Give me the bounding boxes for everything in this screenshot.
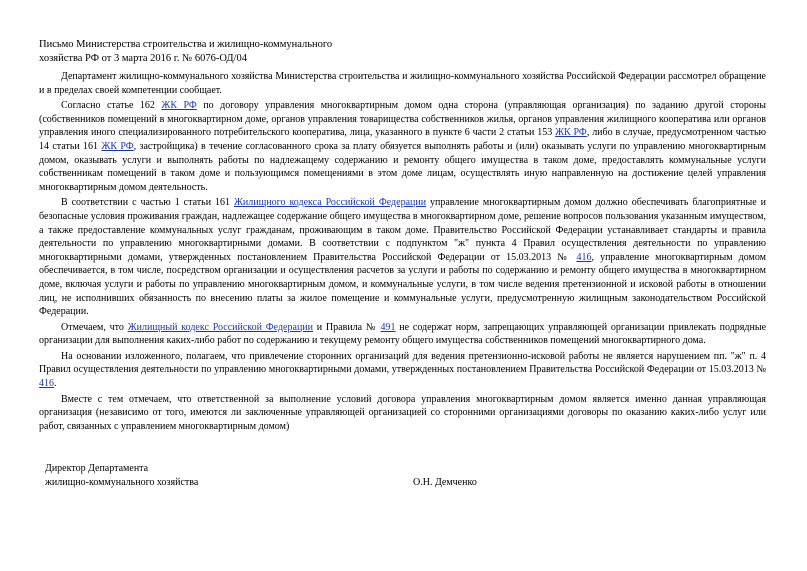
paragraph-6: Вместе с тем отмечаем, что ответственной за выполнение условий договора управления многоквартирным домом является именно данная управляющая организация (независимо от того, имеются ли заключенные управляющей организацией со сторонними организациями договоры по оказанию каких-либо услуг или работ, связанных с управлением многоквартирным домом) <box>39 393 766 432</box>
paragraph-3 <box>39 196 766 318</box>
text-span: не содержат норм, запрещающих управляющей организации привлекать подрядные организации для выполнения каких-либо работ по содержанию и текущему ремонту общего имущества собственников помещений многоквартирного дома. <box>39 321 767 347</box>
text-span: Отмечаем, что <box>61 321 128 333</box>
text-span: На основании изложенного, полагаем, что привлечение сторонних организаций для ведения претензионно-исковой работы не является нарушением пп. "ж" п. 4 Правил осуществления деятельности по управлению многоквартирными домами, утвержденных постановлением Правительства Российской Федерации от 15.03.2013 № <box>39 350 766 376</box>
paragraph-4 <box>39 321 766 348</box>
text-span: , либо в случае, предусмотренном частью 14 статьи 161 <box>39 127 767 152</box>
signature-block <box>45 462 525 490</box>
link-resolution-416-2[interactable]: 416 <box>39 378 54 390</box>
text-span: , застройщика) в течение согласованного срока за плату обязуется выполнять работы и (или) оказывать услуги по управлению многоквартирным домом, оказывать услуги и выполнять работы по надлежащему содержанию и ремонту общего имущества в таком доме, предоставлять коммунальные услуги собственникам помещений в таком доме и пользующимся помещениями в этом доме лицам, осуществлять иную направленную на достижение целей управления многоквартирным домом деятельность. <box>39 140 766 193</box>
text-span: В соответствии с частью 1 статьи 161 <box>61 197 234 209</box>
text-span: , управление многоквартирным домом обеспечивается, в том числе, посредством организации и осуществления расчетов за услуги и работы по содержанию и ремонту общего имущества в многоквартирном доме, включая услуги и работы по управлению многоквартирным домом, и коммунальные услуги, в том числе ведения претензионной и исковой работы в отношении лиц, не исполнивших обязанность по внесению платы за жилое помещение и коммунальные услуги, предусмотренную жилищным законодательством Российской Федерации. <box>39 251 766 318</box>
link-zhk-rf-2[interactable]: ЖК РФ <box>555 127 587 139</box>
document-title <box>39 38 459 66</box>
title-line-2: хозяйства РФ от 3 марта 2016 г. № 6076-ОД/04 <box>39 53 247 64</box>
link-zhk-rf-3[interactable]: ЖК РФ <box>101 140 134 152</box>
link-housing-code[interactable]: Жилищного кодекса Российской Федерации <box>233 197 427 209</box>
link-zhk-rf-1[interactable]: ЖК РФ <box>161 100 197 112</box>
title-line-1: Письмо Министерства строительства и жилищно-коммунального <box>39 39 333 50</box>
link-resolution-416[interactable]: 416 <box>576 251 592 263</box>
letter-body <box>39 70 766 435</box>
paragraph-2 <box>39 99 766 194</box>
text-span: по договору управления многоквартирным домом одна сторона (управляющая организация) по заданию другой стороны (собственников помещений в многоквартирном доме, органов управления товарищества собственников жилья, органов управления жилищного кооператива или органов управления иного специализированного потребительского кооператива, лица, указанного в пункте 6 части 2 статьи 153 <box>39 100 766 139</box>
text-span: управление многоквартирным домом должно обеспечивать благоприятные и безопасные условия проживания граждан, надлежащее содержание общего имущества в многоквартирном доме, решение вопросов пользования указанным имуществом, а также предоставление коммунальных услуг гражданам, проживающим в таком доме. Правительство Российской Федерации устанавливает стандарты и правила деятельности по управлению многоквартирными домами. В соответствии с подпунктом "ж" пункта 4 Правил осуществления деятельности по управлению многоквартирными домами, утвержденных постановлением Правительства Российской Федерации от 15.03.2013 № <box>39 197 766 263</box>
text-span: Согласно статье 162 <box>61 100 162 112</box>
signer-position-line-2: жилищно-коммунального хозяйства <box>45 477 199 488</box>
text-span: и Правила № <box>313 321 381 333</box>
paragraph-1: Департамент жилищно-коммунального хозяйства Министерства строительства и жилищно-коммунального хозяйства Российской Федерации рассмотрел обращение и в пределах своей компетенции сообщает. <box>39 71 766 96</box>
paragraph-5 <box>39 350 766 391</box>
link-rules-491[interactable]: 491 <box>380 321 396 333</box>
signer-name: О.Н. Демченко <box>413 477 477 488</box>
signer-position-line-1: Директор Департамента <box>45 463 149 474</box>
link-housing-code-2[interactable]: Жилищный кодекс Российской Федерации <box>127 321 313 333</box>
text-span: . <box>54 378 57 390</box>
